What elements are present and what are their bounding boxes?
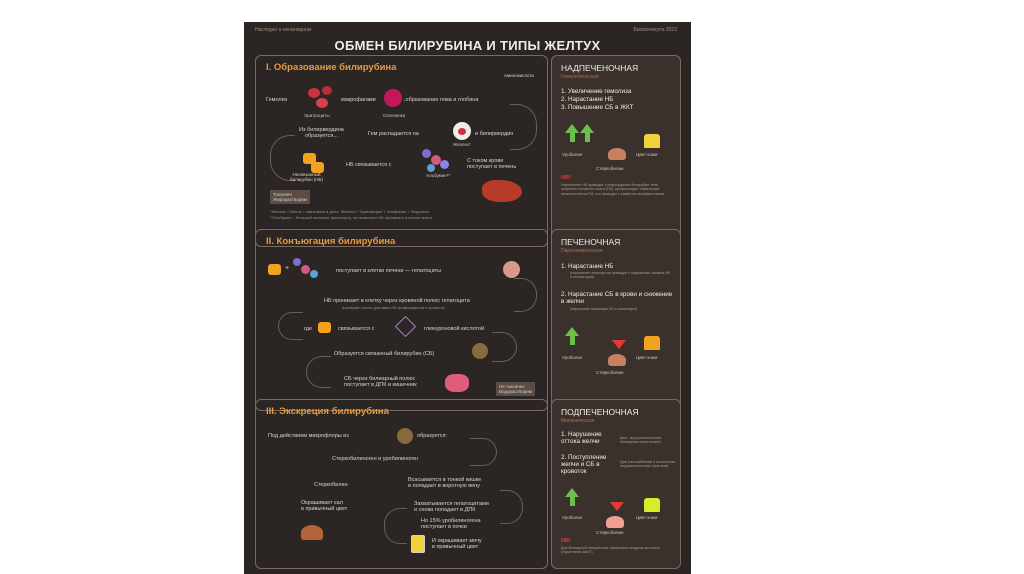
- urine-cup-icon: [411, 535, 425, 553]
- albumin-icon: [310, 270, 318, 278]
- unconjugated-label: Несвязанный билирубин (НБ): [290, 172, 324, 183]
- page-title: ОБМЕН БИЛИРУБИНА И ТИПЫ ЖЕЛТУХ: [334, 38, 601, 53]
- skin-color-icon: [644, 498, 660, 512]
- from-biliverdin-label: Из билирвердина образуется...: [299, 127, 344, 140]
- sterco-uro-label: Стеркобилиноген и уробилиноген: [332, 456, 419, 462]
- skin-color-icon: [644, 336, 660, 350]
- skin-color-label: Цвет кожи: [636, 515, 658, 520]
- hepatic-item-2-note: (нарушение экскреции СБ в капилляры): [570, 307, 638, 311]
- conjugated-bilirubin-icon: [472, 343, 488, 359]
- hepatic-item-1-note: (поражение гепатоцитов приводит к нарушению захвата НБ и конъюгации): [570, 271, 670, 280]
- captured-label: Захватывается гепатоцитами и снова попадает в ДПК: [414, 501, 489, 514]
- arrow-up-icon: [565, 488, 579, 497]
- flow-connector: [500, 490, 523, 524]
- section-excretion-title: III. Экскреция билирубина: [266, 406, 389, 417]
- footnote-iron: *Железо + Белок + связывать в депо: Железо + Трансферин + Апоферин = Ферритин: [270, 209, 429, 214]
- glucuronic-acid-label: глюкуроновой кислотой: [424, 326, 485, 332]
- prehepatic-item: 2. Нарастание НБ: [561, 96, 614, 103]
- header-left-note: Наглядно о неналядном: [255, 27, 312, 33]
- flow-connector: [492, 332, 517, 362]
- prehepatic-item: 1. Увеличение гемолиза: [561, 88, 632, 95]
- albumin-caption: Альбумин**: [426, 173, 451, 178]
- prehepatic-subtitle: Гемолитическая: [561, 74, 599, 80]
- skin-color-icon: [644, 134, 660, 148]
- glucuronic-acid-icon: [395, 316, 416, 337]
- nb-warning-text: Для билиарной гипертензии характерен синдром цитолиза (нарастание АлАТ): [561, 546, 660, 555]
- iron-core-icon: [458, 128, 466, 135]
- albumin-icon: [293, 258, 301, 266]
- footnote-albumin: **Альбумин – большой молекул транспорту, не позволяет НБ проникать в клетки мозга: [270, 215, 432, 220]
- posthepatic-item-2: 2. Поступление желчи и СБ в кровоток: [561, 454, 607, 476]
- hepatic-item-1: 1. Нарастание НБ: [561, 263, 614, 270]
- unconjugated-bilirubin-icon: [318, 322, 331, 333]
- toxic-badge: Токсичен Жирорастворим: [270, 190, 310, 204]
- prehepatic-item: 3. Повышение СБ в ЖКТ: [561, 104, 634, 111]
- heme-globin-label: ,образование гема и глобина: [404, 97, 479, 103]
- posthepatic-panel: [551, 399, 681, 569]
- nb-warning-text: Накопление НБ приводит к повреждению билирубин тела нейронов головного мозга (ГМ), прогрессирует химическая гипоксия клеток ГМ, что приводит к развитию энцефалопатии: [561, 183, 665, 196]
- enters-hepatocytes-label: поступает в клетки печени — гепатоциты: [336, 268, 442, 274]
- via-bile-label: СБ через билиарный полюс поступает в ДПК и кишечник: [344, 376, 417, 389]
- formed-label: образуется:: [417, 433, 448, 439]
- albumin-icon: [301, 265, 310, 274]
- arrow-down-icon: [612, 340, 626, 349]
- stercobilin-label: Стеркобилин: [314, 482, 348, 488]
- albumin-return-note: Альбумин после доставки НБ возвращается в кровоток: [342, 305, 445, 310]
- iron-caption: Железо*: [453, 142, 471, 147]
- penetrates-label: НБ проникает в клетку через кровяной полюс гепатоцита: [324, 298, 470, 304]
- flow-connector: [510, 104, 537, 150]
- infographic-poster: [244, 22, 691, 574]
- flow-connector: [514, 278, 537, 312]
- colors-feces-label: Окрашивает кал в привычный цвет: [301, 500, 348, 513]
- spleen-icon: [384, 89, 402, 107]
- albumin-icon: [422, 149, 431, 158]
- hepatocyte-icon: [503, 261, 520, 278]
- urobilin-label: Уробилин: [562, 355, 583, 360]
- section-conjugation-panel: [255, 229, 548, 411]
- feces-icon: [301, 525, 323, 540]
- stercobilin-label: Стеркобилин: [596, 370, 624, 375]
- with-blood-label: С током крови поступает в печень: [467, 158, 517, 171]
- flow-connector: [384, 508, 407, 544]
- posthepatic-item-2-note: (при расслаблении и истончении внутрипеченочных протоков): [620, 460, 676, 469]
- plus-sign: +: [285, 265, 290, 272]
- erythrocyte-icon: [322, 86, 332, 95]
- urobilin-label: Уробилин: [562, 515, 583, 520]
- skin-color-label: Цвет кожи: [636, 152, 658, 157]
- flow-connector: [278, 312, 303, 340]
- intestine-icon: [445, 374, 469, 392]
- urobilin-label: Уробилин: [562, 152, 583, 157]
- heme-breaks-label: Гем распадается на: [368, 131, 419, 137]
- erythrocyte-icon: [316, 98, 328, 108]
- conjugated-bilirubin-icon: [397, 428, 413, 444]
- arrow-down-icon: [610, 502, 624, 511]
- arrow-up-icon: [585, 133, 590, 142]
- erythrocytes-caption: Эритроциты: [304, 113, 330, 118]
- section-formation-panel: [255, 55, 548, 247]
- and-biliverdin-label: и билирвердин: [475, 131, 514, 137]
- hepatic-item-2: 2. Нарастание СБ в крови и снижение в желчи: [561, 291, 673, 306]
- arrow-up-icon: [565, 327, 579, 336]
- section-formation-title: I. Образование билирубина: [266, 62, 397, 73]
- liver-icon: [482, 180, 522, 202]
- nb-binds-label: НБ связывается с: [346, 162, 392, 168]
- urine-label: И окрашивает мочу в привычный цвет: [432, 538, 482, 551]
- hepatic-panel: [551, 229, 681, 411]
- arrow-up-icon: [570, 133, 575, 142]
- feces-icon: [606, 516, 624, 528]
- absorbed-label: Всасывается в тонкой кишке и попадает в воротную вену: [408, 477, 482, 490]
- posthepatic-item-1: 1. Нарушение оттока желчи: [561, 431, 602, 446]
- arrow-up-icon: [570, 497, 575, 506]
- spleen-caption: Селезенка: [383, 113, 406, 118]
- stercobilin-label: Стеркобилин: [596, 166, 624, 171]
- albumin-icon: [440, 160, 449, 169]
- posthepatic-subtitle: Механическая: [561, 418, 595, 424]
- nb-warning-label: NB!: [561, 175, 571, 181]
- posthepatic-title: ПОДПЕЧЕНОЧНАЯ: [561, 407, 639, 417]
- section-conjugation-title: II. Конъюгация билирубина: [266, 236, 396, 247]
- arrow-up-icon: [565, 124, 579, 133]
- hepatic-subtitle: Паренхиматозная: [561, 248, 603, 254]
- unconjugated-bilirubin-icon: [268, 264, 281, 275]
- hemolysis-label: Гемолиз: [266, 97, 288, 103]
- arrow-up-icon: [580, 124, 594, 133]
- binds-with-label: связывается с: [338, 326, 375, 332]
- feces-icon: [608, 148, 626, 160]
- nb-warning-label: NB!: [561, 538, 571, 544]
- feces-icon: [608, 354, 626, 366]
- macrophages-label: макрофагами: [341, 97, 376, 103]
- kidneys-label: Но 15% уробилиногена поступает в почки: [421, 518, 481, 531]
- skin-color-label: Цвет кожи: [636, 355, 658, 360]
- flow-connector: [470, 438, 497, 466]
- section-excretion-panel: [255, 399, 548, 569]
- albumin-icon: [427, 164, 435, 172]
- stercobilin-label: Стеркобилин: [596, 530, 624, 535]
- aminoacid-label: Аминокислота: [504, 73, 534, 78]
- header-right-note: Биомолекула 2023: [633, 27, 677, 33]
- prehepatic-title: НАДПЕЧЕНОЧНАЯ: [561, 63, 639, 73]
- conjugated-formed-label: Образуется связанный билирубин (СБ): [334, 351, 435, 357]
- microflora-label: Под действием микрофлоры из: [268, 433, 349, 439]
- prehepatic-panel: [551, 55, 681, 247]
- posthepatic-item-1-note: (вне-, внутрипеченочная билиарная гипертензия): [620, 436, 662, 445]
- arrow-up-icon: [570, 336, 575, 345]
- flow-connector: [306, 356, 331, 388]
- where-label: где: [304, 326, 313, 332]
- nontoxic-badge: Не токсичен Водорастворим: [496, 382, 535, 396]
- erythrocyte-icon: [308, 88, 320, 98]
- hepatic-title: ПЕЧЕНОЧНАЯ: [561, 237, 621, 247]
